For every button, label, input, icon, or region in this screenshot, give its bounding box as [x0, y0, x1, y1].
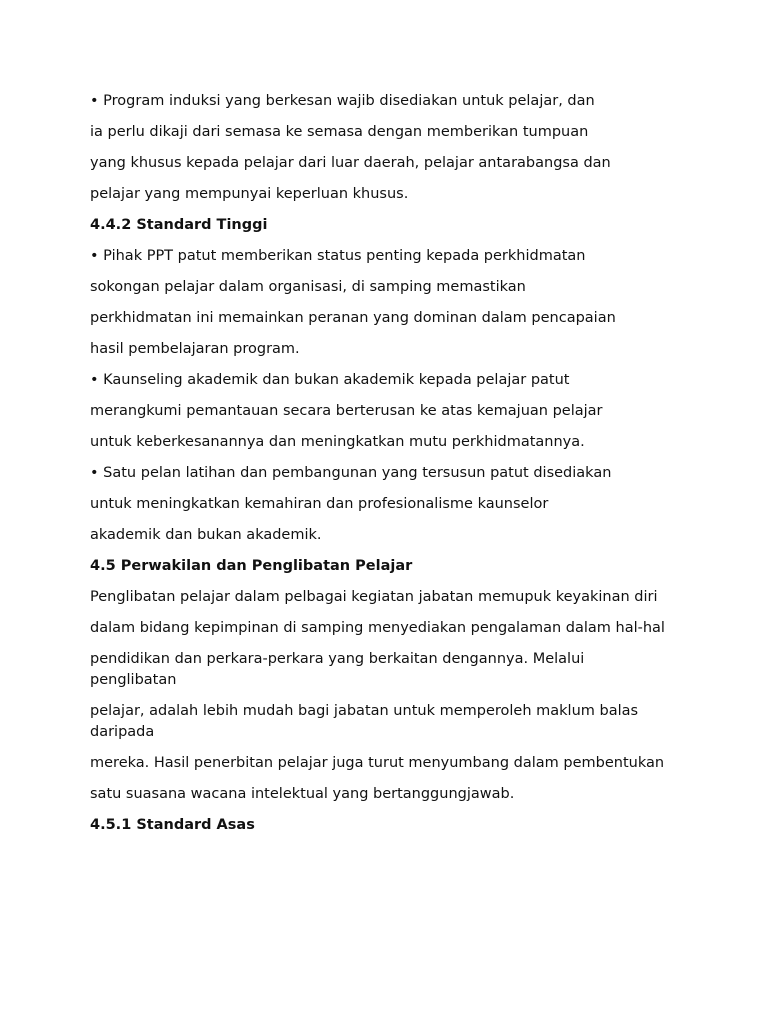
- paragraph-line: pelajar yang mempunyai keperluan khusus.: [90, 186, 409, 202]
- paragraph-line: pelajar, adalah lebih mudah bagi jabatan untuk memperoleh maklum balas daripada: [90, 703, 639, 740]
- paragraph-line: • Pihak PPT patut memberikan status penting kepada perkhidmatan: [90, 248, 586, 264]
- paragraph-line: akademik dan bukan akademik.: [90, 527, 322, 543]
- paragraph-line: satu suasana wacana intelektual yang bertanggungjawab.: [90, 786, 515, 802]
- paragraph-line: pendidikan dan perkara-perkara yang berkaitan dengannya. Melalui penglibatan: [90, 651, 585, 688]
- section-heading: 4.5.1 Standard Asas: [90, 817, 255, 833]
- paragraph-line: • Kaunseling akademik dan bukan akademik kepada pelajar patut: [90, 372, 570, 388]
- paragraph-line: • Satu pelan latihan dan pembangunan yang tersusun patut disediakan: [90, 465, 612, 481]
- paragraph-line: merangkumi pemantauan secara berterusan ke atas kemajuan pelajar: [90, 403, 603, 419]
- paragraph-line: hasil pembelajaran program.: [90, 341, 300, 357]
- paragraph-line: untuk keberkesanannya dan meningkatkan mutu perkhidmatannya.: [90, 434, 585, 450]
- paragraph-line: sokongan pelajar dalam organisasi, di samping memastikan: [90, 279, 526, 295]
- section-heading: 4.5 Perwakilan dan Penglibatan Pelajar: [90, 558, 413, 574]
- paragraph-line: untuk meningkatkan kemahiran dan profesionalisme kaunselor: [90, 496, 549, 512]
- paragraph-line: dalam bidang kepimpinan di samping menyediakan pengalaman dalam hal-hal: [90, 620, 665, 636]
- paragraph-line: mereka. Hasil penerbitan pelajar juga turut menyumbang dalam pembentukan: [90, 755, 665, 771]
- paragraph-line: Penglibatan pelajar dalam pelbagai kegiatan jabatan memupuk keyakinan diri: [90, 589, 658, 605]
- paragraph-line: • Program induksi yang berkesan wajib disediakan untuk pelajar, dan: [90, 93, 595, 109]
- paragraph-line: ia perlu dikaji dari semasa ke semasa dengan memberikan tumpuan: [90, 124, 589, 140]
- document-page: [90, 91, 680, 846]
- section-heading: 4.4.2 Standard Tinggi: [90, 217, 268, 233]
- paragraph-line: yang khusus kepada pelajar dari luar daerah, pelajar antarabangsa dan: [90, 155, 611, 171]
- paragraph-line: perkhidmatan ini memainkan peranan yang dominan dalam pencapaian: [90, 310, 616, 326]
